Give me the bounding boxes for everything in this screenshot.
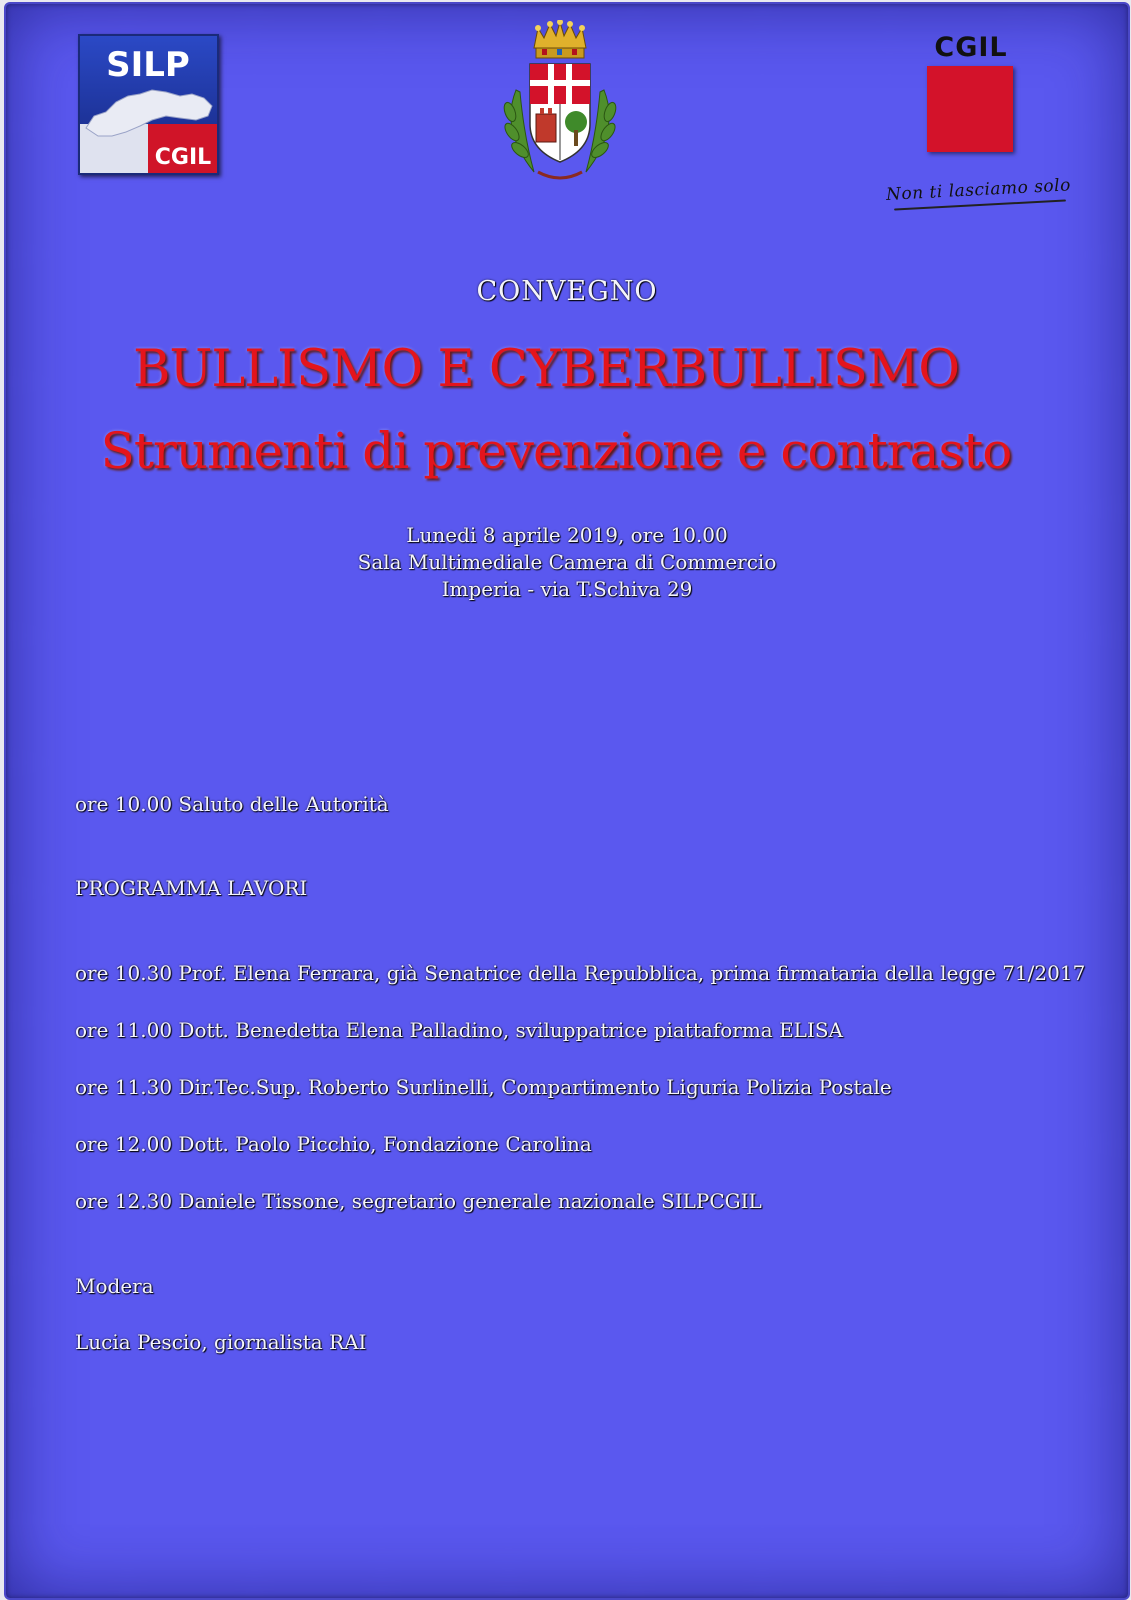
moderator-name: Lucia Pescio, giornalista RAI	[75, 1330, 367, 1354]
cgil-red-square	[927, 66, 1013, 152]
program-heading: PROGRAMMA LAVORI	[75, 876, 308, 900]
crown-icon	[534, 20, 586, 58]
program-item: ore 12.30 Daniele Tissone, segretario generale nazionale SILPCGIL	[75, 1189, 762, 1213]
subtitle: Strumenti di prevenzione e contrasto	[100, 422, 1012, 480]
program-item: ore 11.00 Dott. Benedetta Elena Palladino, sviluppatrice piattaforma ELISA	[75, 1018, 843, 1042]
coat-of-arms-emblem	[494, 20, 626, 188]
silp-logo-text: SILP	[106, 45, 190, 85]
event-type: CONVEGNO	[476, 276, 658, 307]
silp-logo-cgil-text: CGIL	[154, 145, 212, 170]
event-date-time: Lunedi 8 aprile 2019, ore 10.00	[406, 523, 728, 547]
program-item: ore 10.30 Prof. Elena Ferrara, già Senatrice della Repubblica, prima firmataria della legge 71/2017	[75, 961, 1086, 985]
event-address: Imperia - via T.Schiva 29	[441, 577, 693, 601]
welcome-line: ore 10.00 Saluto delle Autorità	[75, 792, 389, 816]
program-item: ore 12.00 Dott. Paolo Picchio, Fondazione Carolina	[75, 1132, 592, 1156]
moderator-label: Modera	[75, 1274, 154, 1298]
event-details	[6, 522, 1128, 603]
poster	[4, 2, 1130, 1600]
cgil-slogan: Non ti lasciamo solo	[885, 175, 1072, 205]
main-title: BULLISMO E CYBERBULLISMO	[132, 340, 960, 399]
program-item: ore 11.30 Dir.Tec.Sup. Roberto Surlinelli, Compartimento Liguria Polizia Postale	[75, 1075, 892, 1099]
cgil-wordmark: CGIL	[934, 32, 1008, 63]
event-venue: Sala Multimediale Camera di Commercio	[357, 550, 777, 574]
cgil-logo	[921, 32, 1021, 154]
shield-icon	[530, 64, 590, 162]
silp-cgil-logo	[78, 34, 219, 175]
